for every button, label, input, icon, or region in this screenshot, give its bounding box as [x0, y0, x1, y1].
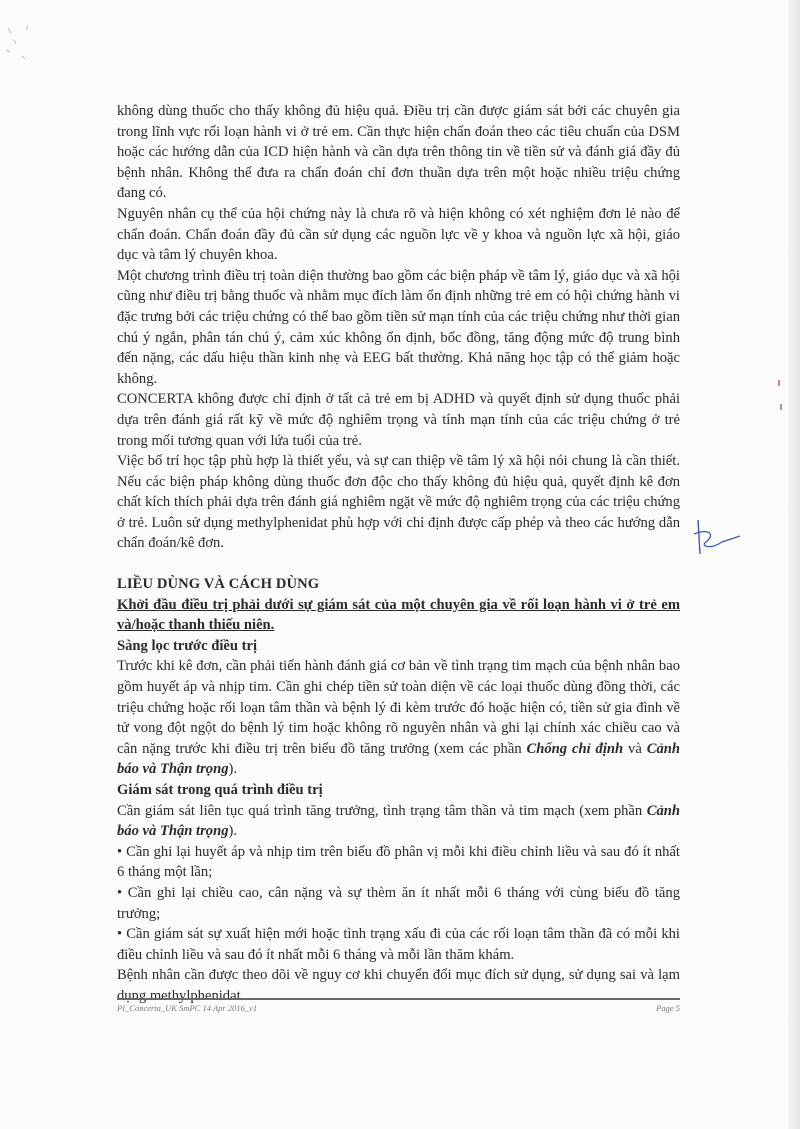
footer-page-number: Page 5 — [656, 1003, 680, 1013]
scan-speck — [778, 380, 780, 386]
monitoring-text: ). — [228, 823, 238, 840]
warnings-reference: Cảnh báo và Thận trọng — [117, 802, 680, 840]
section-heading: LIỀU DÙNG VÀ CÁCH DÙNG — [117, 576, 320, 593]
page-edge-shadow — [788, 0, 800, 1129]
warnings-reference: Cảnh báo và Thận trọng — [117, 740, 680, 778]
screening-paragraph — [117, 656, 680, 780]
handwritten-mark — [680, 512, 750, 562]
closing-paragraph: Bệnh nhân cần được theo dõi về nguy cơ khi chuyển đổi mục đích sử dụng, sử dụng sai và lạm dụng methylphenidat. — [117, 967, 680, 1004]
document-body — [117, 101, 680, 1007]
bullet-item: • Cần giám sát sự xuất hiện mới hoặc tình trạng xấu đi của các rối loạn tâm thần đã có mỗi khi điều chỉnh liều và sau đó ít nhất mỗi 6 tháng và mỗi lần thăm khám. — [117, 926, 680, 963]
page-footer — [117, 1003, 680, 1013]
underlined-heading: Khởi đầu điều trị phải dưới sự giám sát của một chuyên gia về rối loạn hành vi ở trẻ em và/hoặc thanh thiếu niên. — [117, 596, 680, 634]
contraindication-reference: Chống chỉ định — [526, 740, 624, 757]
monitoring-text: Cần giám sát liên tục quá trình tăng trưởng, tình trạng tâm thần và tim mạch (xem phần — [117, 802, 647, 819]
bullet-item: • Cần ghi lại huyết áp và nhịp tim trên biểu đồ phân vị mỗi khi điều chỉnh liều và sau đó ít nhất 6 tháng một lần; — [117, 843, 680, 881]
scan-speck — [780, 404, 782, 410]
paragraph: Nguyên nhân cụ thể của hội chứng này là chưa rõ và hiện không có xét nghiệm đơn lẻ nào để chẩn đoán. Chẩn đoán đầy đủ cần sử dụng các nguồn lực về y khoa và nguồn lực xã hội, giáo dục và tâm lý chuyên khoa. — [117, 205, 680, 264]
monitoring-heading: Giám sát trong quá trình điều trị — [117, 782, 323, 798]
screening-heading: Sàng lọc trước điều trị — [117, 637, 258, 654]
footer-divider — [117, 998, 680, 1000]
bullet-item: • Cần ghi lại chiều cao, cân nặng và sự thèm ăn ít nhất mỗi 6 tháng với cùng biểu đồ tăng trưởng; — [117, 884, 680, 922]
monitoring-paragraph — [117, 801, 680, 842]
spacer — [117, 554, 680, 574]
paragraph: CONCERTA không được chỉ định ở tất cả trẻ em bị ADHD và quyết định sử dụng thuốc phải dựa trên đánh giá rất kỹ về mức độ nghiêm trọng và tính mạn tính của các triệu chứng ở trẻ trong mối tương quan với lứa tuổi của trẻ. — [117, 391, 680, 449]
footer-document-id: PI_Concerta_UK SmPC 14 Apr 2016_v1 — [117, 1003, 258, 1013]
screening-text: và — [623, 740, 647, 757]
paragraph: Việc bố trí học tập phù hợp là thiết yếu, và sự can thiệp về tâm lý xã hội nói chung là cần thiết. Nếu các biện pháp không dùng thuốc đơn độc cho thấy không đủ hiệu quả, quyết định kê đơn chất kích thích phải dựa trên đánh giá nghiêm ngặt về mức độ nghiêm trọng của các triệu chứng ở trẻ. Luôn sử dụng methylphenidat phù hợp với chỉ định được cấp phép và theo các hướng dẫn chẩn đoán/kê đơn. — [117, 453, 680, 552]
paragraph: không dùng thuốc cho thấy không đủ hiệu quả. Điều trị cần được giám sát bởi các chuyên gia trong lĩnh vực rối loạn hành vi ở trẻ em. Cần thực hiện chẩn đoán theo các tiêu chuẩn của DSM hoặc các hướng dẫn của ICD hiện hành và cần dựa trên thông tin về tiền sử và đánh giá đầy đủ bệnh nhân. Không thể đưa ra chẩn đoán chỉ đơn thuần dựa trên một hoặc nhiều triệu chứng đang có. — [117, 103, 680, 202]
screening-text: Trước khi kê đơn, cần phải tiến hành đánh giá cơ bản về tình trạng tim mạch của bệnh nhân bao gồm huyết áp và nhịp tim. Cần ghi chép tiền sử toàn diện về các loại thuốc dùng đồng thời, các triệu chứng hoặc rối loạn tâm thần và bệnh lý đi kèm trước đó hoặc hiện có, tiền sử gia đình về tử vong đột ngột do bệnh lý tim hoặc không rõ nguyên nhân và ghi lại chính xác chiều cao và cân nặng trước khi điều trị trên biểu đồ tăng trưởng (xem các phần — [117, 658, 680, 757]
screening-text: ). — [228, 761, 238, 778]
paragraph: Một chương trình điều trị toàn diện thường bao gồm các biện pháp về tâm lý, giáo dục và xã hội cũng như điều trị bằng thuốc và nhằm mục đích làm ổn định những trẻ em có hội chứng hành vi đặc trưng bởi các triệu chứng có thể bao gồm tiền sử mạn tính của các triệu chứng như thời gian chú ý ngắn, phân tán chú ý, cảm xúc không ổn định, bốc đồng, tăng động mức độ trung bình đến nặng, các dấu hiệu thần kinh nhẹ và EEG bất thường. Khả năng học tập có thể giảm hoặc không. — [117, 267, 680, 387]
scan-marks — [0, 20, 60, 80]
